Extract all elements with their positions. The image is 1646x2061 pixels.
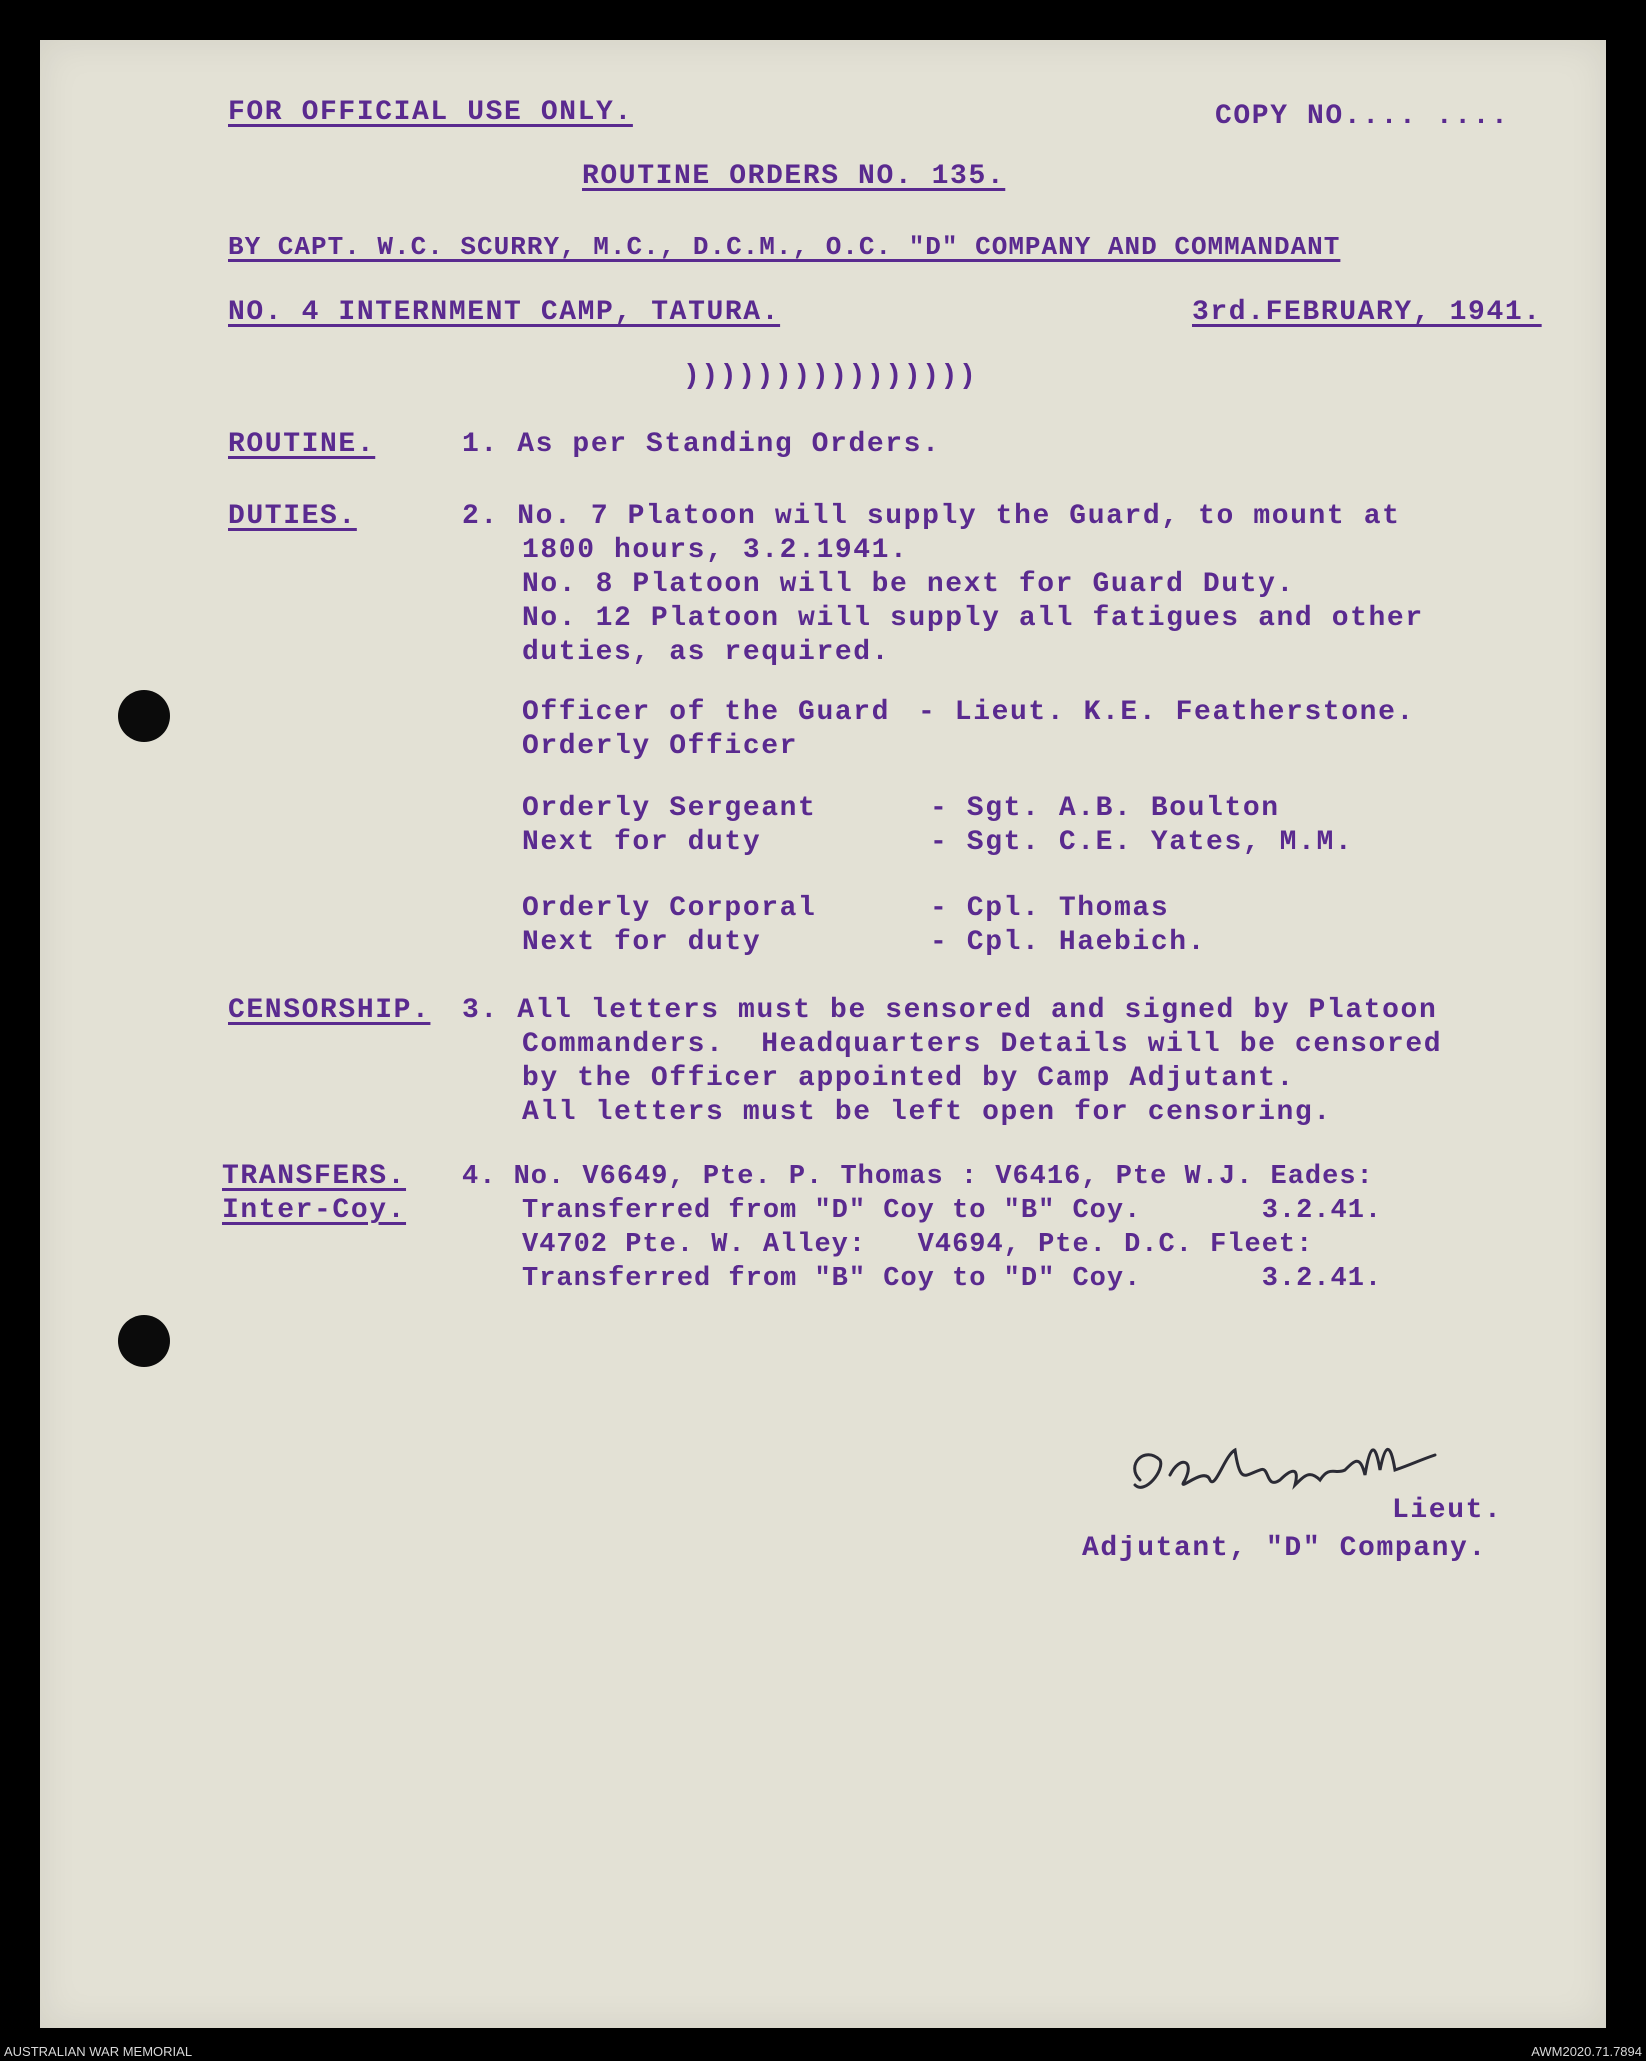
roster-role: Orderly Sergeant: [522, 793, 817, 824]
roster-role: Orderly Officer: [522, 731, 799, 762]
transfers-line: 4. No. V6649, Pte. P. Thomas : V6416, Pte W.J. Eades:: [462, 1162, 1374, 1192]
roster-role: Next for duty: [522, 927, 762, 958]
transfers-subheading: Inter-Coy.: [222, 1195, 407, 1226]
duties-line: 2. No. 7 Platoon will supply the Guard, to mount at: [462, 501, 1401, 532]
roster-name: - Sgt. C.E. Yates, M.M.: [930, 827, 1354, 858]
footer-reference: AWM2020.71.7894: [1531, 2044, 1642, 2059]
roster-name: - Sgt. A.B. Boulton: [930, 793, 1280, 824]
footer-source: AUSTRALIAN WAR MEMORIAL: [4, 2044, 193, 2059]
roster-role: Officer of the Guard: [522, 697, 891, 728]
roster-role: Next for duty: [522, 827, 762, 858]
routine-text: 1. As per Standing Orders.: [462, 429, 941, 460]
transfers-line: Transferred from "D" Coy to "B" Coy. 3.2.41.: [522, 1196, 1383, 1226]
by-line: BY CAPT. W.C. SCURRY, M.C., D.C.M., O.C. "D" COMPANY AND COMMANDANT: [228, 232, 1341, 262]
document-title: ROUTINE ORDERS NO. 135.: [582, 161, 1006, 192]
duties-line: No. 8 Platoon will be next for Guard Duty.: [522, 569, 1295, 600]
footer-bar: [0, 2041, 1646, 2061]
roster-role: Orderly Corporal: [522, 893, 817, 924]
censorship-line: by the Officer appointed by Camp Adjutant.: [522, 1063, 1295, 1094]
duties-heading: DUTIES.: [228, 501, 357, 532]
censorship-line: Commanders. Headquarters Details will be censored: [522, 1029, 1443, 1060]
roster-name: - Cpl. Thomas: [930, 893, 1170, 924]
transfers-line: V4702 Pte. W. Alley: V4694, Pte. D.C. Fleet:: [522, 1230, 1314, 1260]
duties-line: 1800 hours, 3.2.1941.: [522, 535, 909, 566]
punch-hole: [118, 1315, 170, 1367]
transfers-heading: TRANSFERS.: [222, 1161, 407, 1192]
punch-hole: [118, 690, 170, 742]
routine-heading: ROUTINE.: [228, 429, 376, 460]
signatory-title: Adjutant, "D" Company.: [1082, 1533, 1487, 1564]
transfers-line: Transferred from "B" Coy to "D" Coy. 3.2.41.: [522, 1264, 1383, 1294]
censorship-line: All letters must be left open for censoring.: [522, 1097, 1332, 1128]
censorship-heading: CENSORSHIP.: [228, 995, 431, 1026]
divider: )))))))))))))))): [683, 361, 978, 392]
document-date: 3rd.FEBRUARY, 1941.: [1192, 297, 1542, 328]
copy-number: COPY NO.... ....: [1215, 101, 1510, 132]
camp-name: NO. 4 INTERNMENT CAMP, TATURA.: [228, 297, 781, 328]
duties-line: No. 12 Platoon will supply all fatigues and other: [522, 603, 1424, 634]
censorship-line: 3. All letters must be sensored and signed by Platoon: [462, 995, 1438, 1026]
roster-name: - Cpl. Haebich.: [930, 927, 1207, 958]
classification-label: FOR OFFICIAL USE ONLY.: [228, 97, 633, 128]
roster-name: - Lieut. K.E. Featherstone.: [918, 697, 1415, 728]
signatory-rank: Lieut.: [1392, 1495, 1503, 1526]
duties-line: duties, as required.: [522, 637, 891, 668]
